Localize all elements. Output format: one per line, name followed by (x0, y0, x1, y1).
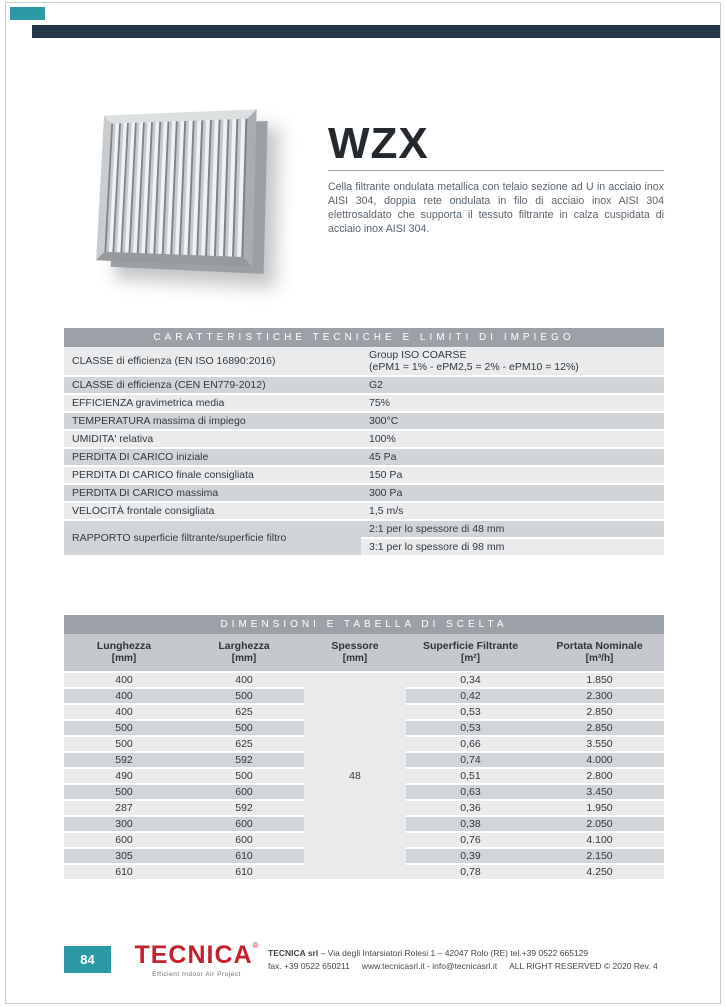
spec-value (361, 394, 664, 412)
spec-label: EFFICIENZA gravimetrica media (64, 394, 361, 412)
spec-value (361, 448, 664, 466)
spec-row (64, 448, 664, 466)
dims-cell-portata: 2.850 (535, 720, 664, 736)
dims-cell-larghezza: 600 (184, 784, 304, 800)
product-description: Cella filtrante ondulata metallica con telaio sezione ad U in acciaio inox AISI 304, doppia rete ondulata in filo di acciaio inox AISI 304 elettrosaldato che supporta il tessuto filtrante in calza cuspidata di acciaio inox AISI 304. (328, 181, 664, 236)
product-photo (80, 89, 290, 304)
dims-cell-larghezza: 500 (184, 688, 304, 704)
dims-cell-larghezza: 625 (184, 704, 304, 720)
dims-cell-portata: 4.100 (535, 832, 664, 848)
dims-cell-superficie: 0,36 (406, 800, 535, 816)
dims-cell-portata: 4.250 (535, 864, 664, 880)
spec-value-line: 150 Pa (369, 469, 403, 481)
spec-row (64, 520, 664, 538)
spec-value (361, 466, 664, 484)
dims-cell-lunghezza: 592 (64, 752, 184, 768)
dims-cell-superficie: 0,53 (406, 720, 535, 736)
copyright-revision: ALL RIGHT RESERVED © 2020 Rev. 4 (509, 961, 658, 972)
spec-value-line: G2 (369, 379, 384, 391)
datasheet-page (5, 2, 721, 1004)
dims-cell-lunghezza: 500 (64, 736, 184, 752)
registered-mark: ® (252, 941, 259, 950)
dims-cell-larghezza: 625 (184, 736, 304, 752)
dims-cell-superficie: 0,38 (406, 816, 535, 832)
fax-number: fax. +39 0522 650211 (268, 961, 350, 972)
dims-cell-lunghezza: 500 (64, 720, 184, 736)
dims-cell-larghezza: 592 (184, 800, 304, 816)
dims-col-header (406, 634, 535, 672)
spec-value-line: 45 Pa (369, 451, 397, 463)
web-and-email: www.tecnicasrl.it - info@tecnicasrl.it (361, 961, 498, 972)
dims-cell-superficie: 0,53 (406, 704, 535, 720)
spec-value-line: 1,5 m/s (369, 505, 404, 517)
top-teal-accent-bar (10, 7, 45, 20)
dims-header-row (64, 634, 664, 672)
dims-cell-larghezza: 610 (184, 848, 304, 864)
spec-value (361, 376, 664, 394)
title-underline (328, 170, 664, 171)
section-header-dimensions: DIMENSIONI E TABELLA DI SCELTA (64, 615, 664, 634)
company-address: – Via degli Intarsiatori Rolesi 1 – 42047 Rolo (RE) tel.+39 0522 665129 (318, 948, 589, 958)
dims-cell-superficie: 0,34 (406, 672, 535, 688)
dims-cell-lunghezza: 400 (64, 672, 184, 688)
dims-cell-lunghezza: 400 (64, 704, 184, 720)
dimensions-table (64, 634, 664, 881)
spec-label: TEMPERATURA massima di impiego (64, 412, 361, 430)
spec-label: PERDITA DI CARICO massima (64, 484, 361, 502)
logo-wordmark: TECNICA (134, 941, 253, 969)
dims-cell-portata: 2.800 (535, 768, 664, 784)
dims-table-body (64, 672, 664, 880)
contact-line-1 (268, 947, 658, 960)
spec-row (64, 484, 664, 502)
dims-cell-lunghezza: 287 (64, 800, 184, 816)
specs-table (64, 347, 664, 557)
dims-table-head (64, 634, 664, 672)
top-navy-bar (32, 25, 720, 38)
dims-col-header (535, 634, 664, 672)
dims-cell-larghezza: 600 (184, 832, 304, 848)
dims-cell-larghezza: 610 (184, 864, 304, 880)
dims-col-unit: [mm] (231, 653, 257, 665)
dims-col-unit: [mm] (111, 653, 137, 665)
dims-cell-larghezza: 500 (184, 768, 304, 784)
dims-cell-portata: 2.050 (535, 816, 664, 832)
spec-value (361, 347, 664, 376)
spec-label: PERDITA DI CARICO finale consigliata (64, 466, 361, 484)
dims-cell-superficie: 0,76 (406, 832, 535, 848)
dims-col-title: Portata Nominale (556, 640, 643, 652)
spec-label: CLASSE di efficienza (CEN EN779-2012) (64, 376, 361, 394)
dims-cell-lunghezza: 300 (64, 816, 184, 832)
spec-value-line: (ePM1 = 1% - ePM2,5 = 2% - ePM10 = 12%) (369, 361, 579, 373)
spec-label: RAPPORTO superficie filtrante/superficie filtro (64, 520, 361, 556)
dims-cell-superficie: 0,74 (406, 752, 535, 768)
page-number: 84 (64, 946, 111, 973)
spec-row (64, 376, 664, 394)
logo-tagline: Efficient Indoor Air Project (152, 971, 241, 978)
footer-contact (268, 947, 658, 973)
dims-cell-superficie: 0,42 (406, 688, 535, 704)
contact-line-2 (268, 960, 658, 973)
product-title: WZX (328, 119, 429, 168)
dims-cell-portata: 2.300 (535, 688, 664, 704)
spec-row (64, 412, 664, 430)
dims-cell-portata: 1.950 (535, 800, 664, 816)
spec-value (361, 412, 664, 430)
dims-col-unit: [m³/h] (585, 653, 614, 665)
spessore-merged-cell: 48 (304, 672, 406, 880)
dims-col-header (184, 634, 304, 672)
spec-value (361, 430, 664, 448)
spec-value (361, 502, 664, 520)
dims-cell-superficie: 0,51 (406, 768, 535, 784)
dims-cell-superficie: 0,63 (406, 784, 535, 800)
spec-value-line: 100% (369, 433, 396, 445)
dims-cell-portata: 3.450 (535, 784, 664, 800)
spec-label: VELOCITÀ frontale consigliata (64, 502, 361, 520)
dims-row (64, 672, 664, 688)
title-block (328, 121, 664, 237)
spec-label: CLASSE di efficienza (EN ISO 16890:2016) (64, 347, 361, 376)
specs-table-body (64, 347, 664, 556)
dims-cell-larghezza: 592 (184, 752, 304, 768)
spec-value: 2:1 per lo spessore di 48 mm (361, 520, 664, 538)
dims-col-header (64, 634, 184, 672)
dims-cell-portata: 2.850 (535, 704, 664, 720)
dims-cell-larghezza: 400 (184, 672, 304, 688)
spec-label: UMIDITA' relativa (64, 430, 361, 448)
spec-row (64, 430, 664, 448)
dims-col-unit: [m²] (461, 653, 480, 665)
spec-value-line: Group ISO COARSE (369, 349, 467, 361)
spec-value-line: 75% (369, 397, 391, 409)
dims-cell-larghezza: 600 (184, 816, 304, 832)
spec-row (64, 394, 664, 412)
spec-value-line: 300°C (369, 415, 399, 427)
dims-cell-superficie: 0,78 (406, 864, 535, 880)
logo-wordmark-row (134, 941, 259, 970)
spec-label: PERDITA DI CARICO iniziale (64, 448, 361, 466)
dims-cell-lunghezza: 500 (64, 784, 184, 800)
dims-col-title: Spessore (331, 640, 379, 652)
dims-col-title: Larghezza (218, 640, 270, 652)
dims-cell-larghezza: 500 (184, 720, 304, 736)
filter-3d-render (96, 109, 257, 267)
dims-col-unit: [mm] (342, 653, 368, 665)
tecnica-logo (134, 941, 259, 978)
spec-row (64, 347, 664, 376)
spec-row (64, 466, 664, 484)
dims-cell-lunghezza: 600 (64, 832, 184, 848)
dims-cell-lunghezza: 305 (64, 848, 184, 864)
dims-cell-portata: 4.000 (535, 752, 664, 768)
spec-value (361, 484, 664, 502)
dims-cell-portata: 2.150 (535, 848, 664, 864)
dims-cell-portata: 3.550 (535, 736, 664, 752)
dims-col-title: Superficie Filtrante (422, 640, 519, 652)
dims-cell-portata: 1.850 (535, 672, 664, 688)
dims-cell-superficie: 0,66 (406, 736, 535, 752)
dims-cell-lunghezza: 610 (64, 864, 184, 880)
spec-value-line: 300 Pa (369, 487, 403, 499)
spec-row (64, 502, 664, 520)
dims-cell-lunghezza: 400 (64, 688, 184, 704)
spec-value: 3:1 per lo spessore di 98 mm (361, 538, 664, 556)
section-header-specs: CARATTERISTICHE TECNICHE E LIMITI DI IMPIEGO (64, 328, 664, 347)
dims-cell-lunghezza: 490 (64, 768, 184, 784)
dims-col-title: Lunghezza (96, 640, 152, 652)
dims-cell-superficie: 0,39 (406, 848, 535, 864)
dims-col-header (304, 634, 406, 672)
company-name: TECNICA srl (268, 948, 319, 958)
